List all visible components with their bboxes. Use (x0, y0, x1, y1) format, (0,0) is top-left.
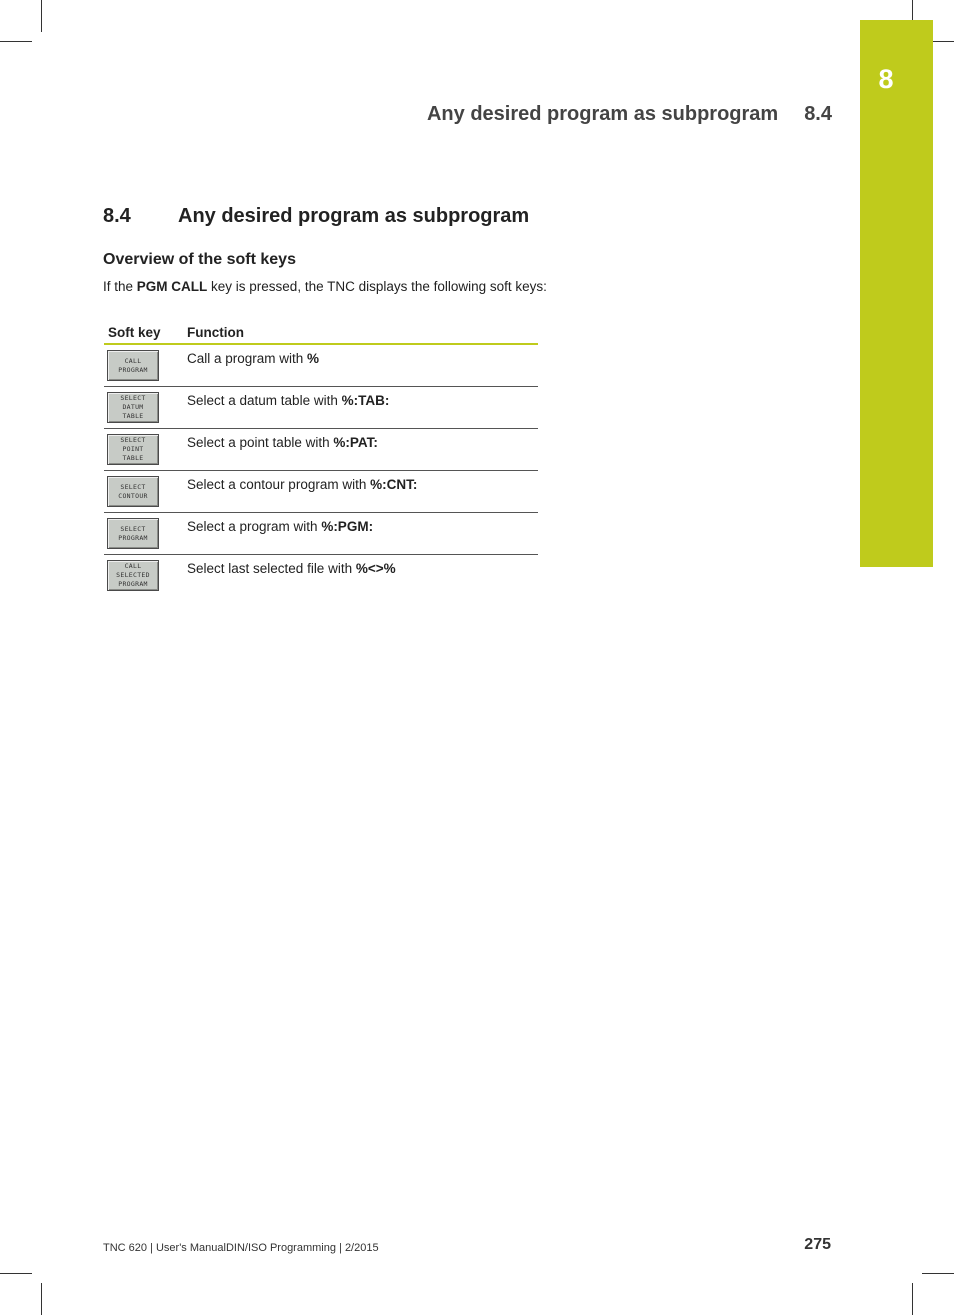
running-header (427, 103, 832, 126)
intro-text-after: key is pressed, the TNC displays the following soft keys: (207, 279, 547, 294)
intro-paragraph (103, 278, 548, 296)
softkey-label-line: SELECT (120, 394, 146, 402)
softkey-label-line: SELECT (120, 482, 146, 491)
softkey-label-line: SELECTED (116, 571, 150, 579)
table-header (104, 322, 538, 345)
softkey-label-line: SELECT (120, 524, 146, 533)
crop-mark (0, 1273, 32, 1274)
running-header-title: Any desired program as subprogram (426, 103, 779, 125)
function-description (187, 555, 538, 597)
page-number: 275 (804, 1236, 831, 1253)
softkey-table (104, 322, 538, 597)
function-description (187, 471, 538, 512)
softkey-label-line: PROGRAM (118, 580, 148, 588)
softkey-label-line: SELECT (120, 436, 146, 444)
softkey-label-line: PROGRAM (118, 365, 148, 374)
function-text: Call a program with (187, 351, 308, 366)
function-description (187, 429, 538, 470)
softkey-label-line: CONTOUR (118, 491, 148, 500)
softkey-label-line: CALL (124, 562, 142, 570)
function-text: Select a contour program with (187, 477, 371, 492)
section-title (103, 205, 529, 228)
function-code: %:TAB: (341, 393, 390, 408)
softkey-label-line: TABLE (122, 412, 144, 420)
softkey-select-program[interactable] (107, 518, 159, 549)
footer-text: TNC 620 | User's ManualDIN/ISO Programming | 2/2015 (103, 1242, 379, 1254)
function-code: %:PGM: (321, 519, 374, 534)
crop-mark (41, 1283, 42, 1315)
function-code: %:PAT: (333, 435, 378, 450)
softkey-label-line: TABLE (122, 454, 144, 462)
softkey-call-program[interactable] (107, 350, 159, 381)
function-text: Select a datum table with (187, 393, 342, 408)
intro-text-before: If the (103, 279, 137, 294)
running-header-number: 8.4 (804, 103, 832, 125)
softkey-select-datum-table[interactable] (107, 392, 159, 423)
function-code: %<>% (355, 561, 396, 576)
crop-mark (922, 1273, 954, 1274)
table-row (104, 387, 538, 429)
table-row (104, 429, 538, 471)
softkey-label-line: CALL (124, 356, 142, 365)
softkey-call-selected-program[interactable] (107, 560, 159, 591)
table-row (104, 555, 538, 597)
subsection-title: Overview of the soft keys (103, 251, 296, 268)
crop-mark (912, 1283, 913, 1315)
header-soft-key: Soft key (108, 325, 161, 340)
pgm-call-key-label: PGM CALL (136, 279, 208, 294)
crop-mark (41, 0, 42, 32)
softkey-label-line: DATUM (122, 403, 144, 411)
function-code: % (307, 351, 320, 366)
table-row (104, 471, 538, 513)
softkey-label-line: PROGRAM (118, 533, 148, 542)
function-code: %:CNT: (370, 477, 418, 492)
softkey-select-contour[interactable] (107, 476, 159, 507)
table-row (104, 345, 538, 387)
table-row (104, 513, 538, 555)
function-text: Select last selected file with (187, 561, 356, 576)
header-function: Function (187, 325, 244, 340)
function-text: Select a program with (187, 519, 322, 534)
softkey-select-point-table[interactable] (107, 434, 159, 465)
function-description (187, 513, 538, 554)
function-description (187, 387, 538, 428)
chapter-number: 8 (878, 64, 894, 94)
function-description (187, 345, 538, 386)
section-title-text: Any desired program as subprogram (178, 205, 530, 227)
crop-mark (0, 41, 32, 42)
chapter-tab (860, 20, 933, 567)
function-text: Select a point table with (187, 435, 334, 450)
softkey-label-line: POINT (122, 445, 144, 453)
section-number: 8.4 (103, 205, 131, 227)
